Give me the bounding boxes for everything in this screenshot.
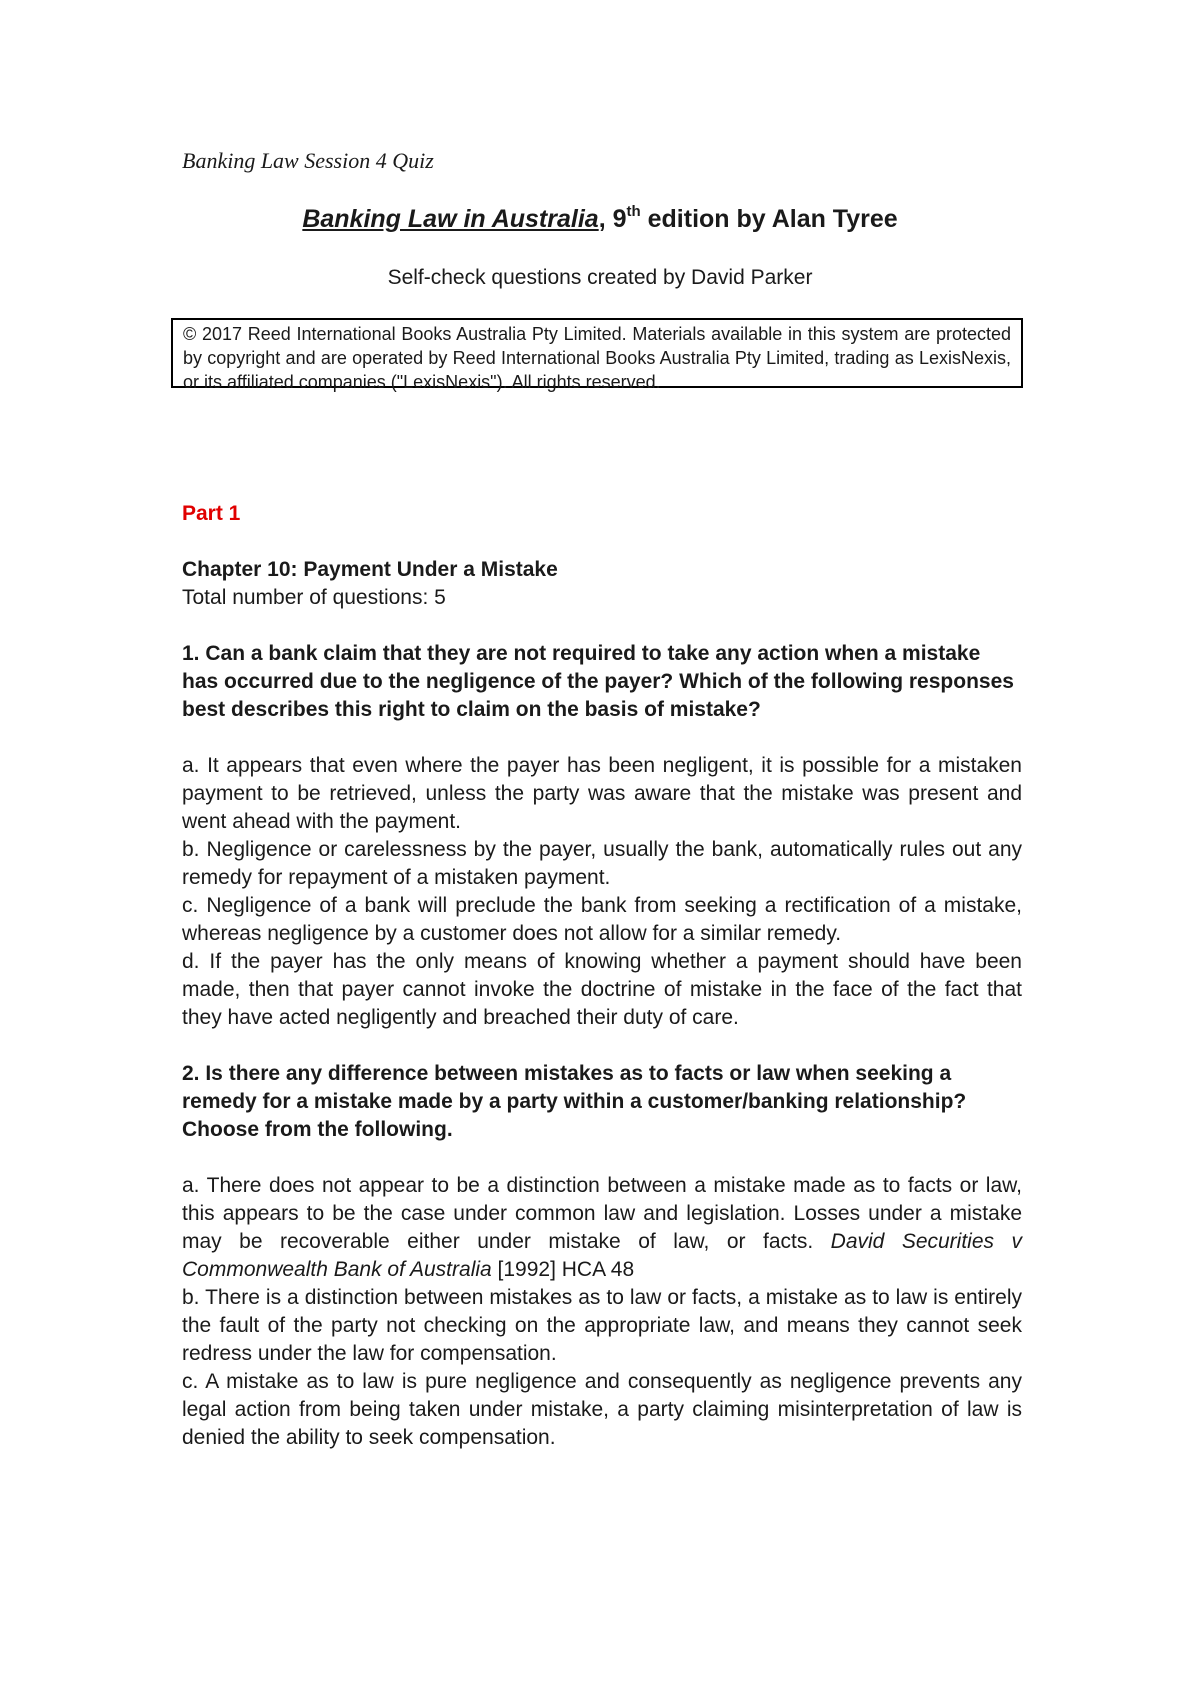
chapter-title: Chapter 10: Payment Under a Mistake — [182, 558, 558, 581]
question-2-answer-c: c. A mistake as to law is pure negligence and consequently as negligence prevents any legal action from being taken under mistake, a party claiming misinterpretation of law is denied the ability to seek compensation. — [182, 1370, 1022, 1449]
course-label: Banking Law Session 4 Quiz — [182, 148, 434, 173]
total-questions: Total number of questions: 5 — [182, 586, 446, 609]
question-1-answer-c: c. Negligence of a bank will preclude the bank from seeking a rectification of a mistake, whereas negligence by a customer does not allow for a similar remedy. — [182, 894, 1022, 945]
question-1-answer-d: d. If the payer has the only means of knowing whether a payment should have been made, then that payer cannot invoke the doctrine of mistake in the face of the fact that they have acted negligently and breached their duty of care. — [182, 950, 1022, 1029]
edition-suffix: th — [626, 202, 641, 220]
question-2-answer-a — [182, 1172, 1022, 1284]
case-name: David Securities v Commonwealth Bank of Australia — [182, 1230, 1022, 1281]
question-2: 2. Is there any difference between mistakes as to facts or law when seeking a remedy for a mistake made by a party within a customer/banking relationship? Choose from the following. — [182, 1062, 967, 1141]
title-rest: edition by Alan Tyree — [640, 205, 898, 233]
question-1-answers — [182, 752, 1022, 1032]
question-2-answers — [182, 1172, 1022, 1452]
question-1-answer-b: b. Negligence or carelessness by the payer, usually the bank, automatically rules out any remedy for repayment of a mistaken payment. — [182, 838, 1022, 889]
case-citation: [1992] HCA 48 — [491, 1258, 635, 1281]
question-2-answer-b: b. There is a distinction between mistakes as to law or facts, a mistake as to law is entirely the fault of the party not checking on the appropriate law, and means they cannot seek redress under the law for compensation. — [182, 1286, 1022, 1365]
book-name: Banking Law in Australia — [302, 205, 599, 233]
part-title: Part 1 — [182, 502, 241, 525]
edition-number: 9 — [612, 205, 627, 233]
copyright-notice: © 2017 Reed International Books Australia Pty Limited. Materials available in this system are protected by copyright and are operated by Reed International Books Australia Pty Limited, trading as LexisNexis, or its affiliated companies ("LexisNexis"). All rights reserved. — [171, 318, 1023, 388]
document-subtitle: Self-check questions created by David Parker — [387, 266, 813, 289]
title-comma: , — [598, 205, 613, 233]
quiz-content — [182, 500, 1022, 1452]
question-1-answer-a: a. It appears that even where the payer has been negligent, it is possible for a mistaken payment to be retrieved, unless the party was aware that the mistake was present and went ahead with the payment. — [182, 754, 1022, 833]
document-title — [0, 202, 1200, 236]
question-2-answer-a-text: a. There does not appear to be a distinction between a mistake made as to facts or law, this appears to be the case under common law and legislation. Losses under a mistake may be recoverable either under mistake of law, or facts. — [182, 1174, 1022, 1253]
question-1: 1. Can a bank claim that they are not required to take any action when a mistake has occurred due to the negligence of the payer? Which of the following responses best describes this right to claim on the basis of mistake? — [182, 642, 1014, 721]
